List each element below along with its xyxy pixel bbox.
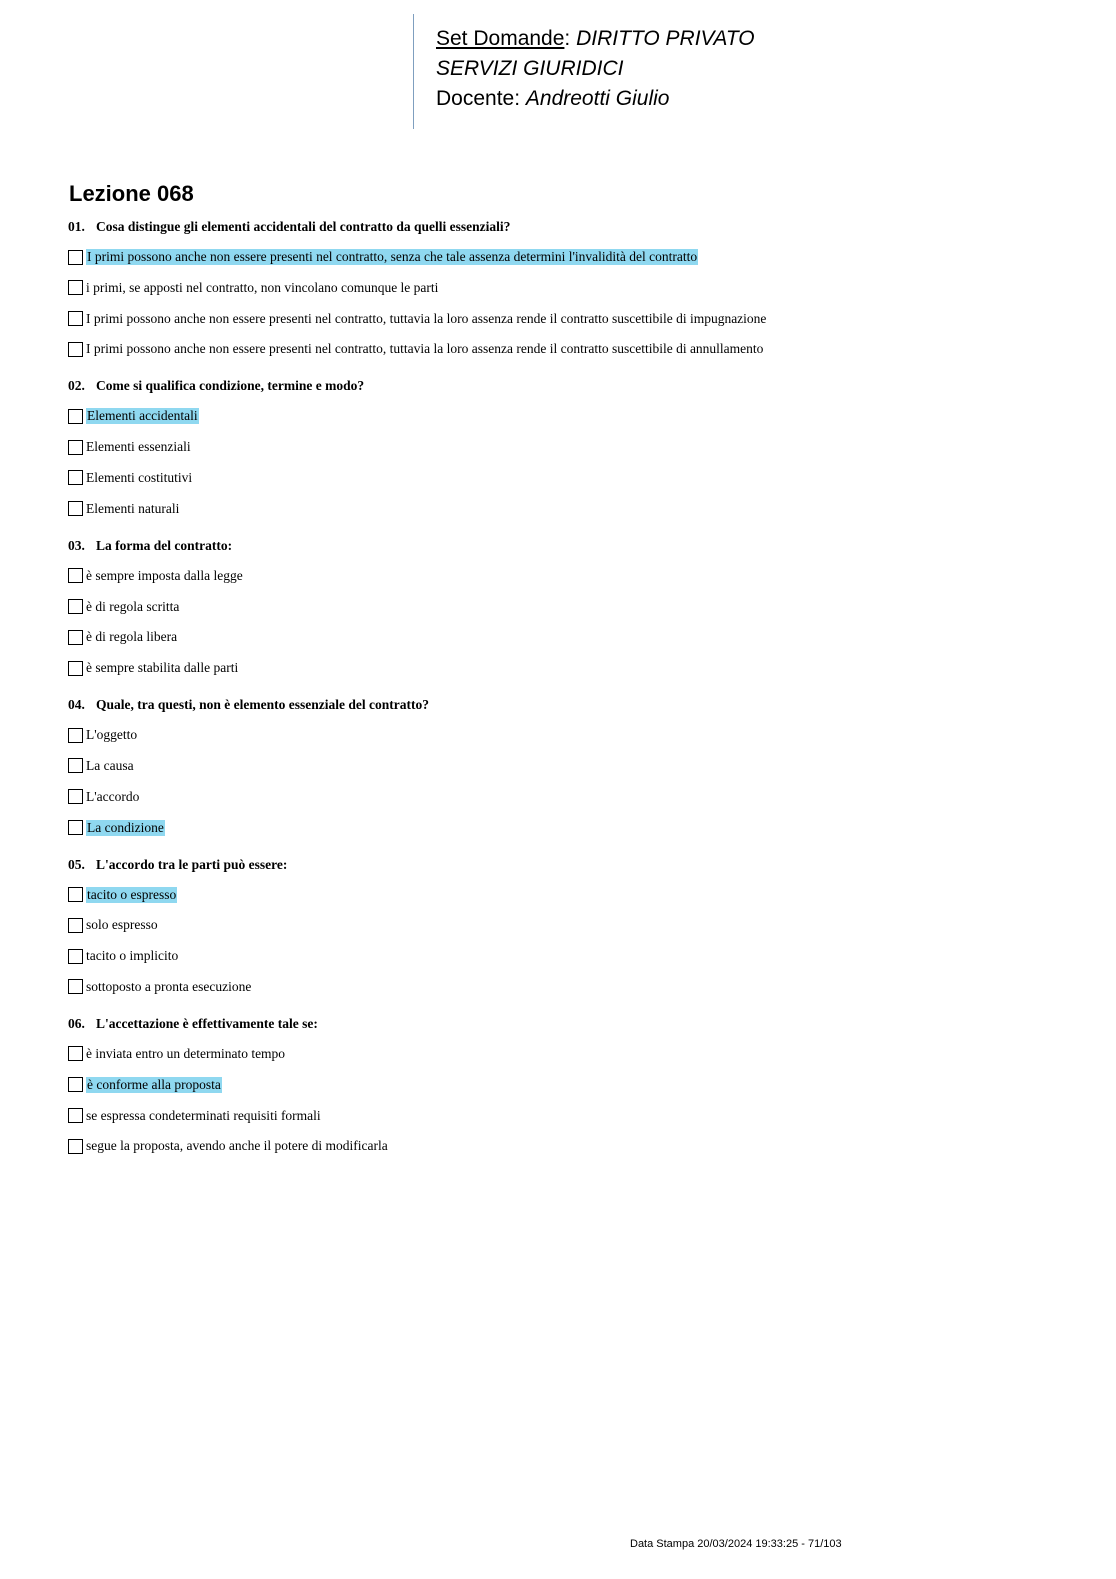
print-date-footer: Data Stampa 20/03/2024 19:33:25 - 71/103 bbox=[630, 1538, 842, 1550]
answer-option[interactable] bbox=[68, 818, 1068, 838]
answer-checkbox[interactable] bbox=[68, 887, 83, 902]
question-number: 05. bbox=[68, 856, 85, 872]
answer-checkbox[interactable] bbox=[68, 440, 83, 455]
answer-option[interactable] bbox=[68, 756, 1068, 776]
teacher-name: Andreotti Giulio bbox=[525, 87, 670, 110]
question-block bbox=[68, 217, 1068, 359]
question-block bbox=[68, 695, 1068, 837]
answer-text: se espressa condeterminati requisiti formali bbox=[86, 1107, 321, 1123]
header-divider bbox=[413, 14, 414, 129]
question-text: Cosa distingue gli elementi accidentali del contratto da quelli essenziali? bbox=[96, 219, 511, 234]
subject-name: DIRITTO PRIVATO bbox=[576, 27, 755, 50]
answer-checkbox[interactable] bbox=[68, 311, 83, 326]
answer-option[interactable] bbox=[68, 339, 1068, 359]
answer-option[interactable] bbox=[68, 247, 1068, 267]
teacher-line bbox=[436, 84, 755, 114]
answer-checkbox[interactable] bbox=[68, 728, 83, 743]
answer-text: L'oggetto bbox=[86, 727, 138, 743]
answer-text: I primi possono anche non essere presenti nel contratto, tuttavia la loro assenza rende il contratto suscettibile di annullamento bbox=[86, 341, 764, 357]
set-label: Set Domande bbox=[436, 27, 565, 50]
answer-option[interactable] bbox=[68, 1106, 1068, 1126]
answer-option[interactable] bbox=[68, 1044, 1068, 1064]
answer-checkbox[interactable] bbox=[68, 250, 83, 265]
answer-option[interactable] bbox=[68, 309, 1068, 329]
answer-checkbox[interactable] bbox=[68, 501, 83, 516]
answer-text: I primi possono anche non essere presenti nel contratto, senza che tale assenza determini l'invalidità del contratto bbox=[87, 249, 698, 264]
answer-checkbox[interactable] bbox=[68, 280, 83, 295]
set-line bbox=[436, 24, 755, 54]
answer-checkbox[interactable] bbox=[68, 661, 83, 676]
answer-text: è conforme alla proposta bbox=[87, 1076, 221, 1092]
question-number: 03. bbox=[68, 537, 85, 553]
question-number: 02. bbox=[68, 378, 85, 394]
answer-checkbox[interactable] bbox=[68, 758, 83, 773]
answer-checkbox[interactable] bbox=[68, 979, 83, 994]
answer-text: tacito o implicito bbox=[86, 948, 179, 964]
answer-text: tacito o espresso bbox=[87, 886, 177, 902]
question-block bbox=[68, 376, 1068, 518]
answer-text: Elementi naturali bbox=[86, 500, 180, 516]
course-line bbox=[436, 54, 755, 84]
answer-option[interactable] bbox=[68, 406, 1068, 426]
answer-option[interactable] bbox=[68, 977, 1068, 997]
answer-option[interactable] bbox=[68, 437, 1068, 457]
answer-checkbox[interactable] bbox=[68, 918, 83, 933]
answer-text: La causa bbox=[86, 757, 134, 773]
answer-text: sottoposto a pronta esecuzione bbox=[86, 978, 252, 994]
answer-option[interactable] bbox=[68, 658, 1068, 678]
question-title bbox=[68, 536, 1068, 556]
teacher-label: Docente: bbox=[436, 87, 526, 110]
question-block bbox=[68, 536, 1068, 678]
answer-option[interactable] bbox=[68, 278, 1068, 298]
answer-text: è sempre stabilita dalle parti bbox=[86, 660, 239, 676]
answer-text: La condizione bbox=[87, 819, 164, 835]
answer-text: Elementi costitutivi bbox=[86, 469, 193, 485]
answer-text: solo espresso bbox=[86, 917, 158, 933]
answer-checkbox[interactable] bbox=[68, 342, 83, 357]
answer-option[interactable] bbox=[68, 885, 1068, 905]
answer-option[interactable] bbox=[68, 915, 1068, 935]
answer-checkbox[interactable] bbox=[68, 1046, 83, 1061]
answer-text: segue la proposta, avendo anche il potere di modificarla bbox=[86, 1138, 388, 1154]
answer-checkbox[interactable] bbox=[68, 1108, 83, 1123]
question-number: 06. bbox=[68, 1015, 85, 1031]
answer-text: è inviata entro un determinato tempo bbox=[86, 1045, 286, 1061]
answer-text: Elementi accidentali bbox=[87, 408, 198, 424]
question-text: L'accettazione è effettivamente tale se: bbox=[96, 1015, 318, 1031]
answer-option[interactable] bbox=[68, 1075, 1068, 1095]
question-title bbox=[68, 695, 1068, 715]
lesson-title: Lezione 068 bbox=[69, 181, 194, 206]
question-title bbox=[68, 376, 1068, 396]
answer-option[interactable] bbox=[68, 787, 1068, 807]
question-text: Quale, tra questi, non è elemento essenziale del contratto? bbox=[96, 697, 429, 713]
course-name: SERVIZI GIURIDICI bbox=[436, 57, 624, 80]
answer-option[interactable] bbox=[68, 946, 1068, 966]
question-number: 01. bbox=[68, 219, 85, 234]
answer-checkbox[interactable] bbox=[68, 599, 83, 614]
answer-text: i primi, se apposti nel contratto, non vincolano comunque le parti bbox=[86, 279, 439, 295]
answer-text: è sempre imposta dalla legge bbox=[86, 567, 243, 583]
answer-option[interactable] bbox=[68, 627, 1068, 647]
question-text: Come si qualifica condizione, termine e modo? bbox=[96, 378, 365, 394]
answer-checkbox[interactable] bbox=[68, 1077, 83, 1092]
question-block bbox=[68, 1014, 1068, 1156]
question-text: La forma del contratto: bbox=[96, 537, 233, 553]
answer-option[interactable] bbox=[68, 597, 1068, 617]
answer-checkbox[interactable] bbox=[68, 630, 83, 645]
document-header bbox=[436, 24, 755, 114]
answer-text: Elementi essenziali bbox=[86, 439, 191, 455]
answer-option[interactable] bbox=[68, 499, 1068, 519]
answer-option[interactable] bbox=[68, 468, 1068, 488]
set-separator: : bbox=[564, 27, 577, 50]
question-title bbox=[68, 855, 1068, 875]
answer-text: I primi possono anche non essere presenti nel contratto, tuttavia la loro assenza rende il contratto suscettibile di impugnazione bbox=[86, 310, 767, 326]
question-title bbox=[68, 217, 1068, 237]
answer-checkbox[interactable] bbox=[68, 789, 83, 804]
answer-checkbox[interactable] bbox=[68, 568, 83, 583]
answer-option[interactable] bbox=[68, 725, 1068, 745]
question-number: 04. bbox=[68, 697, 85, 713]
answer-checkbox[interactable] bbox=[68, 1139, 83, 1154]
answer-text: L'accordo bbox=[86, 788, 140, 804]
answer-option[interactable] bbox=[68, 566, 1068, 586]
question-block bbox=[68, 855, 1068, 997]
questions-list bbox=[68, 217, 1068, 1173]
answer-text: è di regola libera bbox=[86, 629, 178, 645]
question-text: L'accordo tra le parti può essere: bbox=[96, 856, 288, 872]
question-title bbox=[68, 1014, 1068, 1034]
answer-checkbox[interactable] bbox=[68, 949, 83, 964]
answer-checkbox[interactable] bbox=[68, 820, 83, 835]
answer-checkbox[interactable] bbox=[68, 409, 83, 424]
answer-checkbox[interactable] bbox=[68, 470, 83, 485]
answer-text: è di regola scritta bbox=[86, 598, 180, 614]
answer-option[interactable] bbox=[68, 1136, 1068, 1156]
